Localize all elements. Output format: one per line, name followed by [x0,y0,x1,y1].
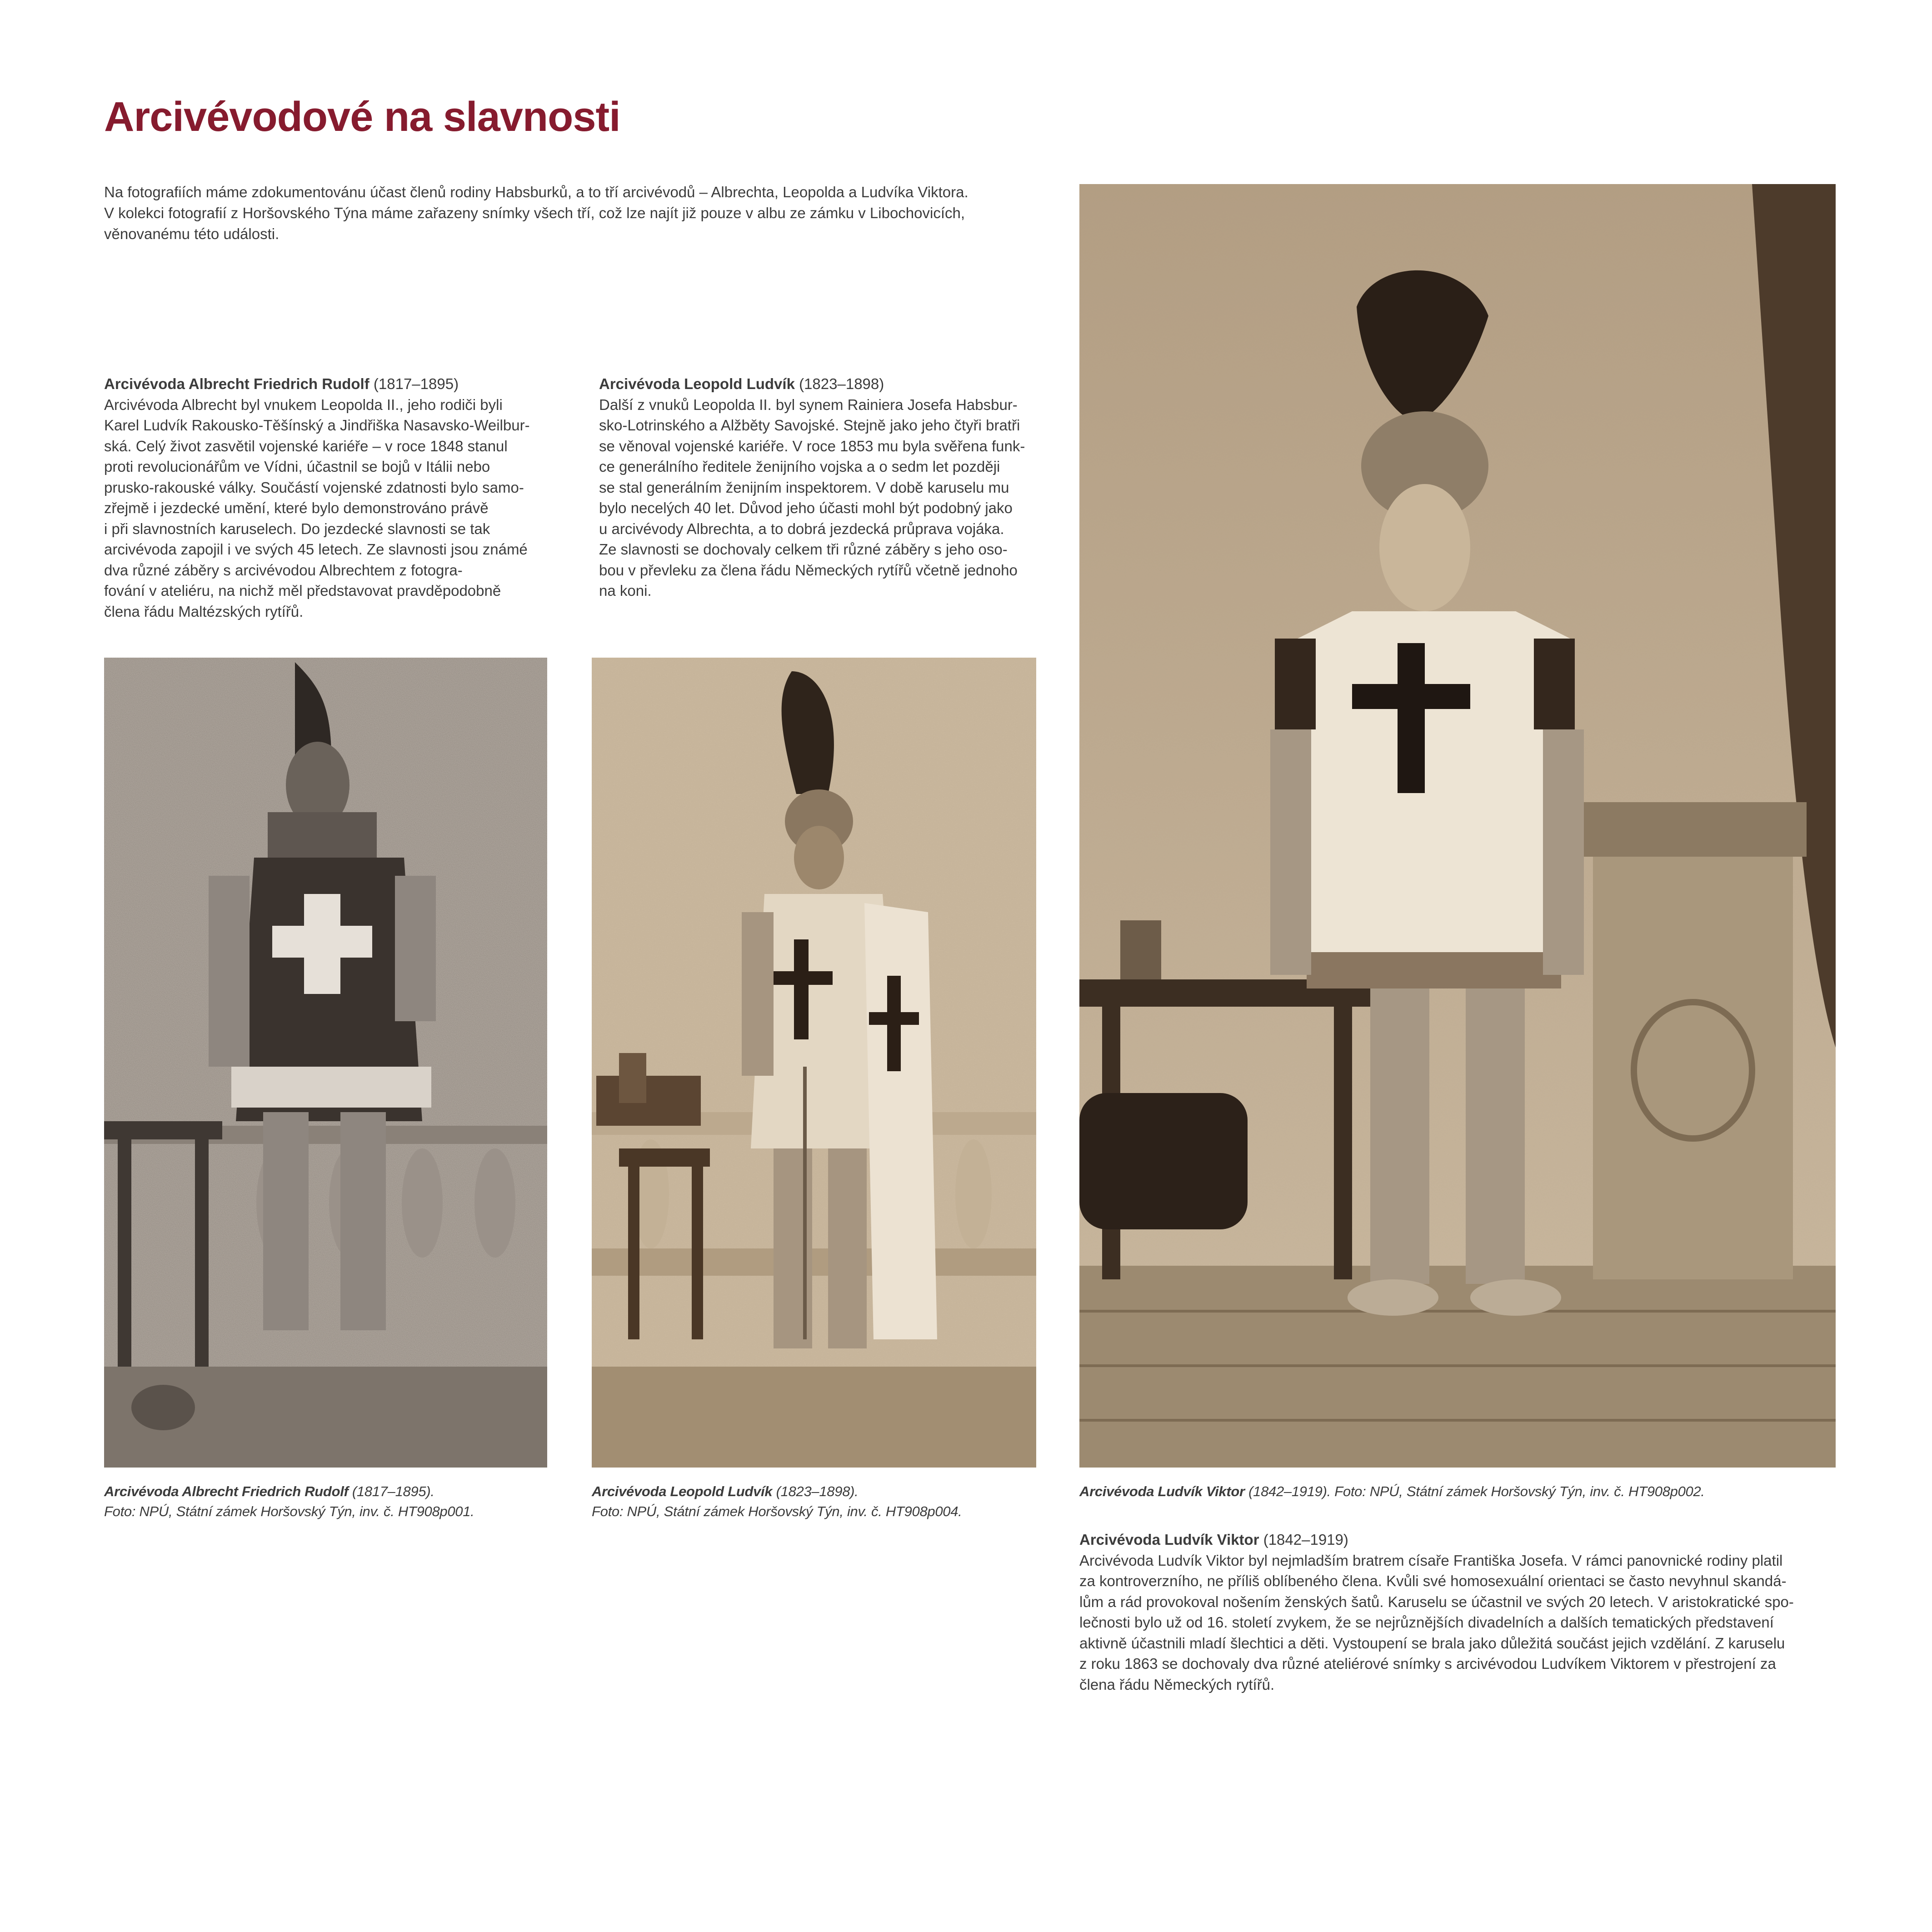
caption-leopold [592,1482,962,1522]
bio-line: bylo necelých 40 let. Důvod jeho účasti mohl být podobný jako [599,499,1013,516]
intro-line: věnovanému této události. [104,225,280,242]
bio-line: proti revolucionářům ve Vídni, účastnil se bojů v Itálii nebo [104,458,490,475]
bio-line: bou v převleku za člena řádu Německých rytířů včetně jednoho [599,561,1018,579]
caption-name: Arcivévoda Leopold Ludvík [592,1483,773,1499]
caption-line [104,1482,474,1502]
caption-line [1079,1482,1705,1502]
bio-line: člena řádu Maltézských rytířů. [104,603,304,620]
bio-line: arcivévoda zapojil i ve svých 45 letech. Ze slavnosti jsou známé [104,541,528,558]
caption-name: Arcivévoda Ludvík Viktor [1079,1483,1245,1499]
bio-line: z roku 1863 se dochovaly dva různé ateliérové snímky s arcivévodou Ludvíkem Viktorem v přestrojení za [1079,1655,1776,1672]
bio-heading [599,374,1063,394]
bio-dates: (1842–1919) [1263,1531,1348,1548]
bio-name: Arcivévoda Leopold Ludvík [599,375,795,392]
caption-dates: (1842–1919). [1248,1483,1331,1499]
photo-leopold-image [592,658,1036,1468]
caption-line [592,1482,962,1502]
photo-ludvik-viktor-image [1079,184,1836,1468]
bio-line: Ze slavnosti se dochovaly celkem tři různé záběry s jeho oso- [599,541,1008,558]
bio-line: ce generálního ředitele ženijního vojska a o sedm let později [599,458,1000,475]
bio-line: u arcivévody Albrechta, a to dobrá jezdecká průprava vojáka. [599,520,1004,537]
intro-paragraph [104,182,1036,245]
caption-dates: (1823–1898). [776,1483,859,1499]
photo-albrecht [104,658,547,1468]
caption-albrecht [104,1482,474,1522]
bio-heading [1079,1529,1852,1550]
bio-line: se věnoval vojenské kariéře. V roce 1853 mu byla svěřena funk- [599,437,1025,454]
bio-line: prusko-rakouské války. Součástí vojenské zdatnosti bylo samo- [104,479,524,496]
caption-name: Arcivévoda Albrecht Friedrich Rudolf [104,1483,349,1499]
bio-name: Arcivévoda Albrecht Friedrich Rudolf [104,375,369,392]
bio-name: Arcivévoda Ludvík Viktor [1079,1531,1259,1548]
bio-line: lečnosti bylo už od 16. století zvykem, že se nejrůznějších divadelních a dalších tematických představení [1079,1614,1774,1631]
bio-line: aktivně účastnili mladí šlechtici a děti. Vystoupení se brala jako důležitá součást jejich vzdělání. Z karuselu [1079,1634,1785,1652]
photo-albrecht-image [104,658,547,1468]
bio-line: dva různé záběry s arcivévodou Albrechtem z fotogra- [104,561,463,579]
bio-albrecht [104,374,568,622]
bio-dates: (1817–1895) [373,375,459,392]
caption-source: Foto: NPÚ, Státní zámek Horšovský Týn, inv. č. HT908p001. [104,1503,474,1519]
bio-heading [104,374,568,394]
bio-line: se stal generálním ženijním inspektorem. V době karuselu mu [599,479,1009,496]
bio-line: i při slavnostních karuselech. Do jezdecké slavnosti se tak [104,520,490,537]
bio-line: na koni. [599,582,652,599]
bio-line: Arcivévoda Albrecht byl vnukem Leopolda II., jeho rodiči byli [104,396,503,413]
bio-line: Arcivévoda Ludvík Viktor byl nejmladším bratrem císaře Františka Josefa. V rámci panovnické rodiny platil [1079,1552,1783,1569]
intro-line: V kolekci fotografií z Horšovského Týna máme zařazeny snímky všech tří, což lze najít již pouze v albu ze zámku v Libochovicích, [104,205,965,221]
bio-dates: (1823–1898) [799,375,884,392]
bio-line: zřejmě i jezdecké umění, které bylo demonstrováno právě [104,499,489,516]
bio-line: Karel Ludvík Rakousko-Těšínský a Jindřiška Nasavsko-Weilbur- [104,417,530,434]
intro-line: Na fotografiích máme zdokumentovánu účast členů rodiny Habsburků, a to tří arcivévodů – Albrechta, Leopolda a Ludvíka Viktora. [104,184,968,200]
photo-ludvik-viktor [1079,184,1836,1468]
bio-ludvik-viktor [1079,1529,1852,1695]
caption-ludvik-viktor [1079,1482,1705,1502]
caption-source: Foto: NPÚ, Státní zámek Horšovský Týn, inv. č. HT908p002. [1334,1483,1705,1499]
bio-line: člena řádu Německých rytířů. [1079,1676,1275,1693]
bio-line: ská. Celý život zasvětil vojenské kariéře – v roce 1848 stanul [104,437,508,454]
bio-line: fování v ateliéru, na nichž měl představovat pravděpodobně [104,582,501,599]
caption-source: Foto: NPÚ, Státní zámek Horšovský Týn, inv. č. HT908p004. [592,1503,962,1519]
bio-leopold [599,374,1063,601]
caption-dates: (1817–1895). [352,1483,434,1499]
bio-line: lům a rád provokoval nošením ženských šatů. Karuselu se účastnil ve svých 20 letech. V aristokratické spo- [1079,1593,1794,1610]
photo-leopold [592,658,1036,1468]
bio-line: za kontroverzního, ne příliš oblíbeného člena. Kvůli své homosexuální orientaci se často nevyhnul skandá- [1079,1573,1787,1589]
bio-line: Další z vnuků Leopolda II. byl synem Rainiera Josefa Habsbur- [599,396,1018,413]
page-title: Arcivévodové na slavnosti [104,94,620,140]
bio-line: sko-Lotrinského a Alžběty Savojské. Stejně jako jeho čtyři bratři [599,417,1020,434]
